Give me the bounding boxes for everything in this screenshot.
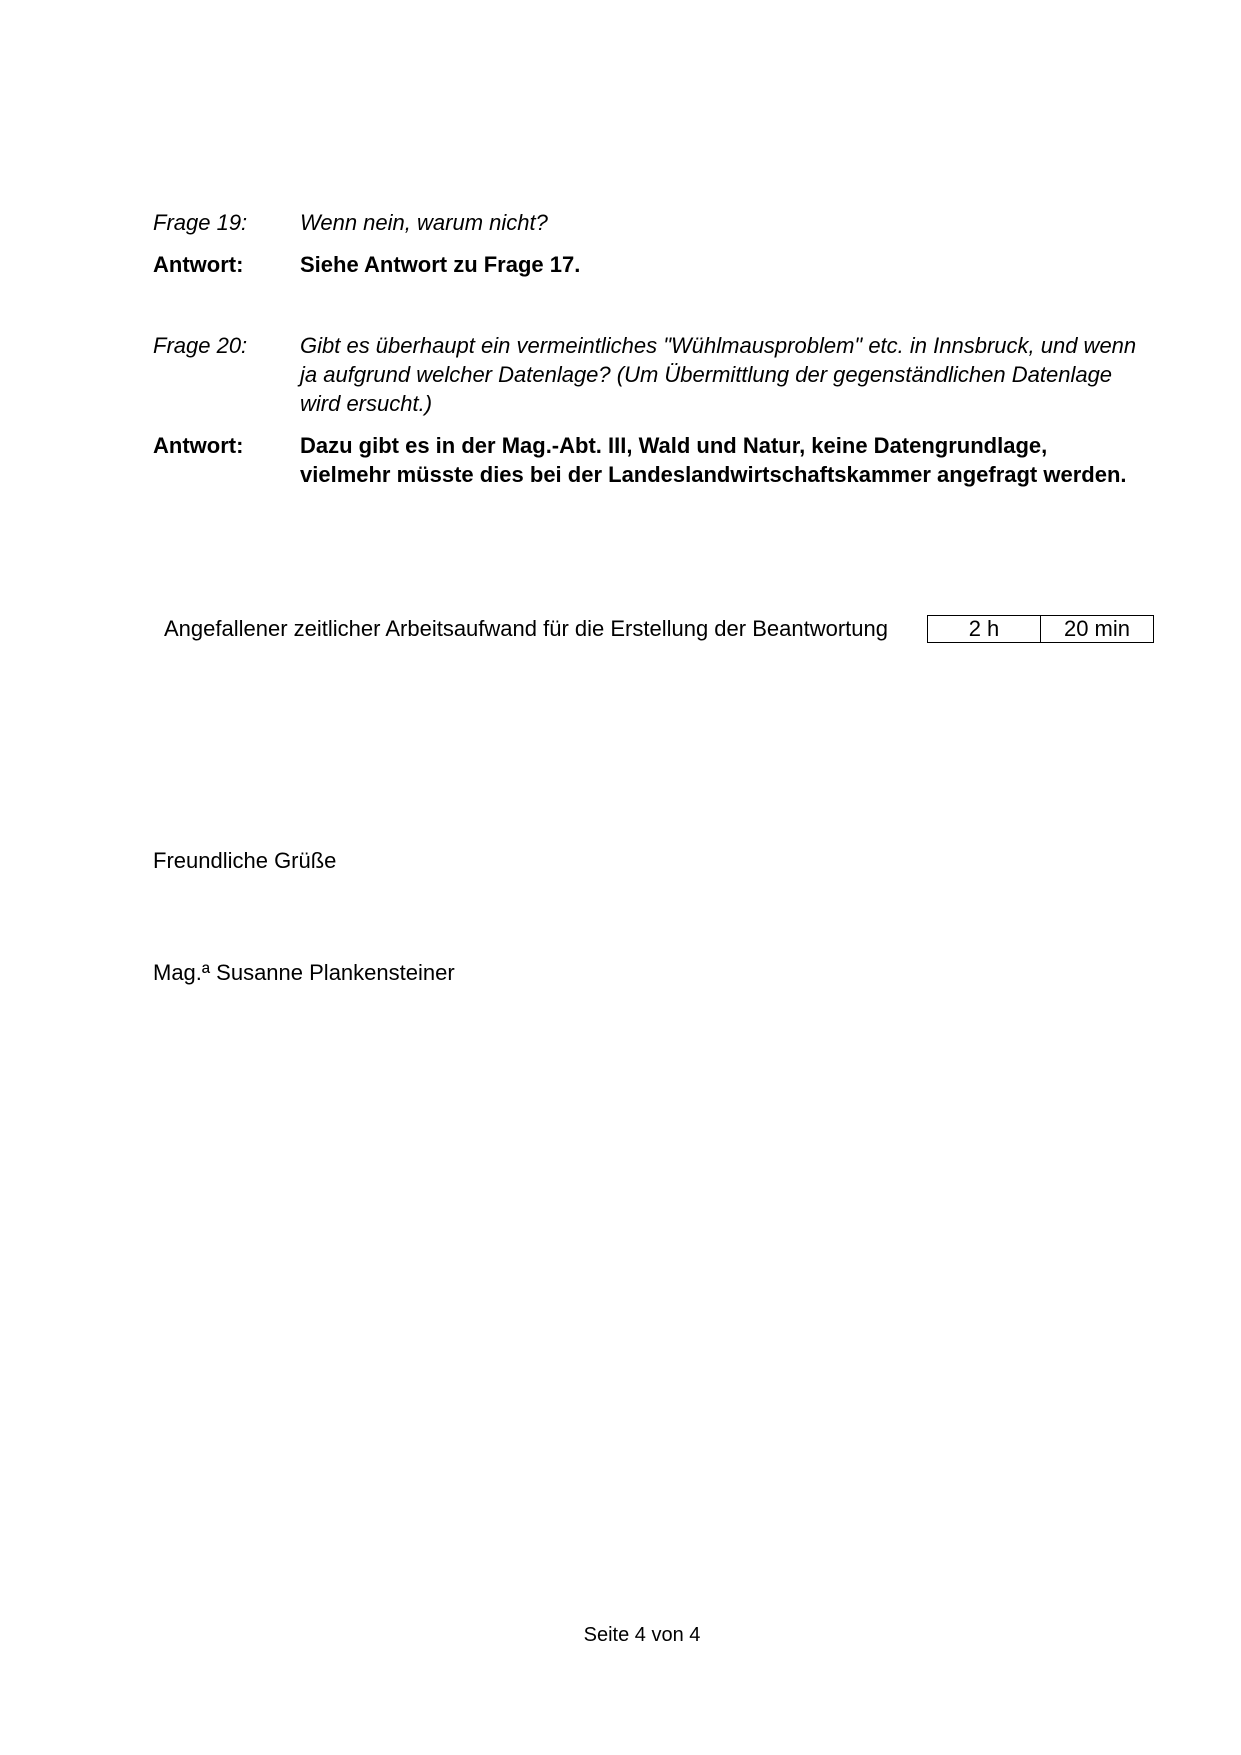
closing-greeting: Freundliche Grüße	[153, 848, 337, 873]
work-effort-box	[927, 615, 1154, 643]
qa-block-20	[153, 331, 1143, 489]
answer-label: Antwort:	[153, 252, 244, 277]
question-label: Frage 19:	[153, 210, 248, 235]
qa-block-19	[153, 208, 1143, 279]
work-effort-hours: 2 h	[968, 615, 1000, 641]
question-row	[153, 331, 1143, 418]
answer-text: Dazu gibt es in der Mag.-Abt. III, Wald und Natur, keine Datengrundlage, vielmehr müsste dies bei der Landeslandwirtschaftskammer angefragt werden.	[300, 433, 1127, 487]
work-effort-row	[164, 614, 1154, 643]
answer-row	[153, 431, 1143, 489]
answer-text: Siehe Antwort zu Frage 17.	[300, 252, 581, 277]
page-number: Seite 4 von 4	[583, 1624, 701, 1646]
question-row	[153, 208, 1143, 237]
work-effort-label: Angefallener zeitlicher Arbeitsaufwand für die Erstellung der Beantwortung	[164, 616, 888, 641]
work-effort-minutes: 20 min	[1040, 616, 1153, 642]
question-text: Gibt es überhaupt ein vermeintliches "Wühlmausproblem" etc. in Innsbruck, und wenn ja aufgrund welcher Datenlage? (Um Übermittlung der gegenständlichen Datenlage wird ersucht.)	[300, 333, 1137, 416]
answer-row	[153, 250, 1143, 279]
answer-label: Antwort:	[153, 433, 244, 458]
question-label: Frage 20:	[153, 333, 248, 358]
question-text: Wenn nein, warum nicht?	[300, 210, 548, 235]
signer-name: Mag.ª Susanne Plankensteiner	[153, 960, 455, 985]
